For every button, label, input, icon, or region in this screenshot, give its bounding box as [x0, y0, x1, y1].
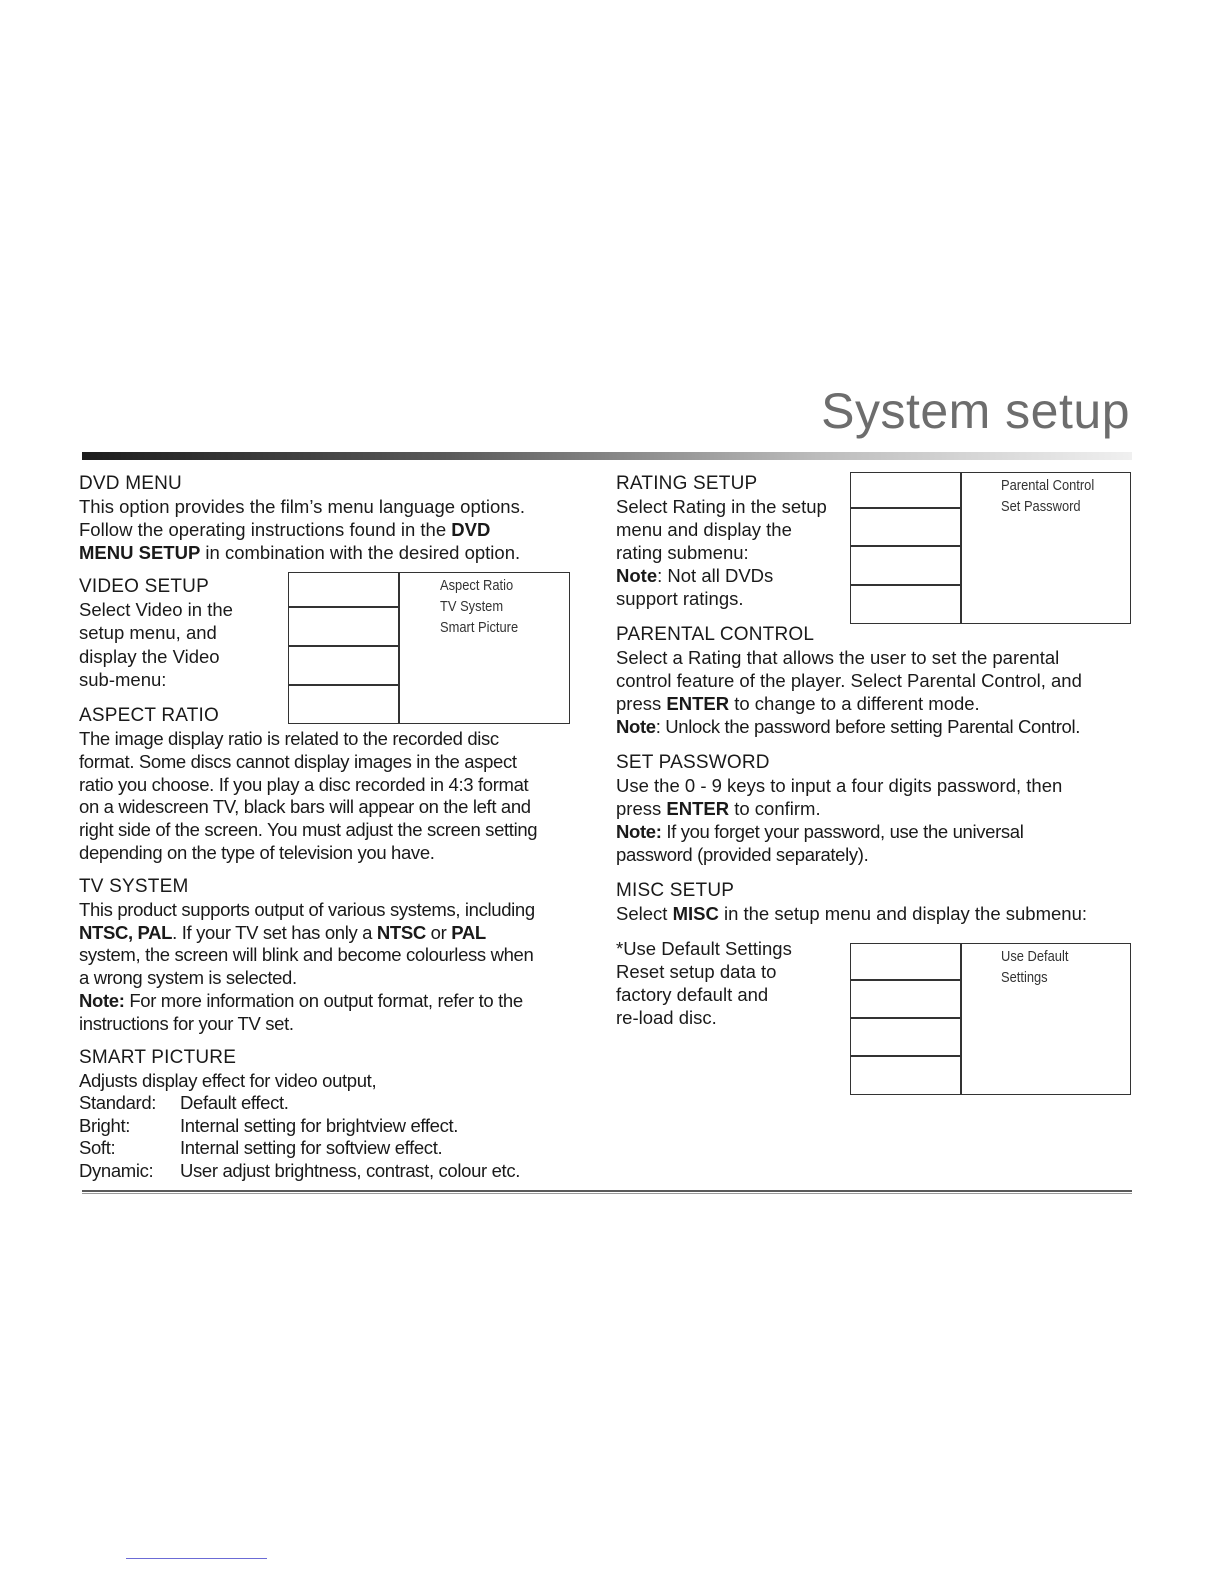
menu-outline: [850, 943, 1131, 1095]
rating-setup-heading: RATING SETUP: [616, 473, 758, 494]
menu-item-set-password: Set Password: [1001, 498, 1081, 515]
aspect-ratio-line-3: ratio you choose. If you play a disc recorded in 4:3 format: [79, 774, 529, 795]
video-setup-line-1: Select Video in the: [79, 599, 233, 620]
tv-system-note: Note: For more information on output format, refer to the: [79, 990, 523, 1011]
rating-setup-line-5: support ratings.: [616, 588, 744, 609]
video-setup-heading: VIDEO SETUP: [79, 576, 209, 597]
rating-menu-items: [1001, 475, 1094, 517]
dvd-menu-line-3: MENU SETUP in combination with the desired option.: [79, 542, 521, 563]
dvd-menu-line-2: Follow the operating instructions found in the DVD: [79, 519, 491, 540]
menu-row-line: [850, 545, 962, 547]
menu-row-line: [850, 1055, 962, 1057]
misc-menu-items: [1001, 946, 1068, 988]
menu-item-parental-control: Parental Control: [1001, 477, 1095, 494]
menu-divider: [960, 472, 962, 624]
smart-picture-row: Dynamic: User adjust brightness, contrast, colour etc.: [79, 1160, 521, 1182]
aspect-ratio-line-5: right side of the screen. You must adjust the screen setting: [79, 819, 538, 840]
menu-divider: [960, 943, 962, 1095]
menu-row-line: [850, 584, 962, 586]
parental-control-heading: PARENTAL CONTROL: [616, 624, 815, 645]
set-password-note: Note: If you forget your password, use the universal: [616, 821, 1024, 842]
dvd-menu-line-1: This option provides the film’s menu language options.: [79, 496, 525, 517]
misc-setup-line-1: Select MISC in the setup menu and display the submenu:: [616, 903, 1087, 924]
tv-system-line-1: This product supports output of various systems, including: [79, 899, 535, 920]
smart-picture-heading: SMART PICTURE: [79, 1047, 237, 1068]
menu-item-tv-system: TV System: [440, 598, 504, 615]
title-divider: [82, 452, 1132, 460]
aspect-ratio-line-6: depending on the type of television you have.: [79, 842, 435, 863]
parental-control-note: Note: Unlock the password before setting Parental Control.: [616, 716, 1081, 737]
parental-control-line-2: control feature of the player. Select Parental Control, and: [616, 670, 1082, 691]
video-menu-items: [440, 575, 518, 638]
smart-picture-options: [79, 1092, 559, 1183]
footer-underline: [126, 1558, 267, 1559]
menu-row-line: [850, 507, 962, 509]
video-setup-line-2: setup menu, and: [79, 622, 217, 643]
set-password-heading: SET PASSWORD: [616, 752, 770, 773]
rating-setup-line-1: Select Rating in the setup: [616, 496, 827, 517]
menu-row-line: [850, 979, 962, 981]
tv-system-line-6: instructions for your TV set.: [79, 1013, 294, 1034]
aspect-ratio-heading: ASPECT RATIO: [79, 705, 220, 726]
menu-item-smart-picture: Smart Picture: [440, 619, 519, 636]
rating-setup-line-2: menu and display the: [616, 519, 792, 540]
misc-setup-text-4: re-load disc.: [616, 1007, 717, 1028]
misc-setup-text-2: Reset setup data to: [616, 961, 777, 982]
set-password-line-4: password (provided separately).: [616, 844, 869, 865]
rating-setup-line-3: rating submenu:: [616, 542, 749, 563]
page-title: System setup: [821, 383, 1130, 439]
smart-picture-intro: Adjusts display effect for video output,: [79, 1070, 377, 1091]
menu-row-line: [850, 1017, 962, 1019]
menu-outline: [288, 572, 570, 724]
smart-picture-row: Soft: Internal setting for softview effect.: [79, 1137, 443, 1159]
menu-item-settings: Settings: [1001, 969, 1048, 986]
misc-setup-heading: MISC SETUP: [616, 880, 735, 901]
menu-item-use-default: Use Default: [1001, 948, 1069, 965]
misc-setup-menu-diagram: [850, 943, 1131, 1095]
set-password-line-2: press ENTER to confirm.: [616, 798, 821, 819]
rating-setup-note: Note: Not all DVDs: [616, 565, 774, 586]
dvd-menu-heading: DVD MENU: [79, 473, 182, 494]
tv-system-heading: TV SYSTEM: [79, 876, 189, 897]
smart-picture-row: Bright: Internal setting for brightview effect.: [79, 1114, 459, 1136]
aspect-ratio-line-2: format. Some discs cannot display images in the aspect: [79, 751, 517, 772]
menu-divider: [398, 572, 400, 724]
menu-row-line: [288, 684, 400, 686]
parental-control-line-1: Select a Rating that allows the user to set the parental: [616, 647, 1060, 668]
bottom-divider-thin: [82, 1193, 1132, 1194]
tv-system-line-4: a wrong system is selected.: [79, 967, 297, 988]
aspect-ratio-line-1: The image display ratio is related to the recorded disc: [79, 728, 499, 749]
video-setup-line-4: sub-menu:: [79, 669, 167, 690]
rating-setup-menu-diagram: [850, 472, 1131, 624]
parental-control-line-3: press ENTER to change to a different mode.: [616, 693, 980, 714]
misc-setup-text-3: factory default and: [616, 984, 769, 1005]
smart-picture-row: Standard: Default effect.: [79, 1092, 289, 1113]
bottom-divider: [82, 1190, 1132, 1192]
menu-row-line: [288, 606, 400, 608]
menu-row-line: [288, 645, 400, 647]
misc-setup-text-1: *Use Default Settings: [616, 938, 792, 959]
menu-item-aspect-ratio: Aspect Ratio: [440, 577, 514, 594]
video-setup-menu-diagram: [288, 572, 570, 724]
aspect-ratio-line-4: on a widescreen TV, black bars will appear on the left and: [79, 796, 531, 817]
video-setup-line-3: display the Video: [79, 646, 220, 667]
tv-system-line-3: system, the screen will blink and become colourless when: [79, 944, 534, 965]
tv-system-line-2: NTSC, PAL. If your TV set has only a NTSC or PAL: [79, 922, 486, 943]
set-password-line-1: Use the 0 - 9 keys to input a four digits password, then: [616, 775, 1063, 796]
